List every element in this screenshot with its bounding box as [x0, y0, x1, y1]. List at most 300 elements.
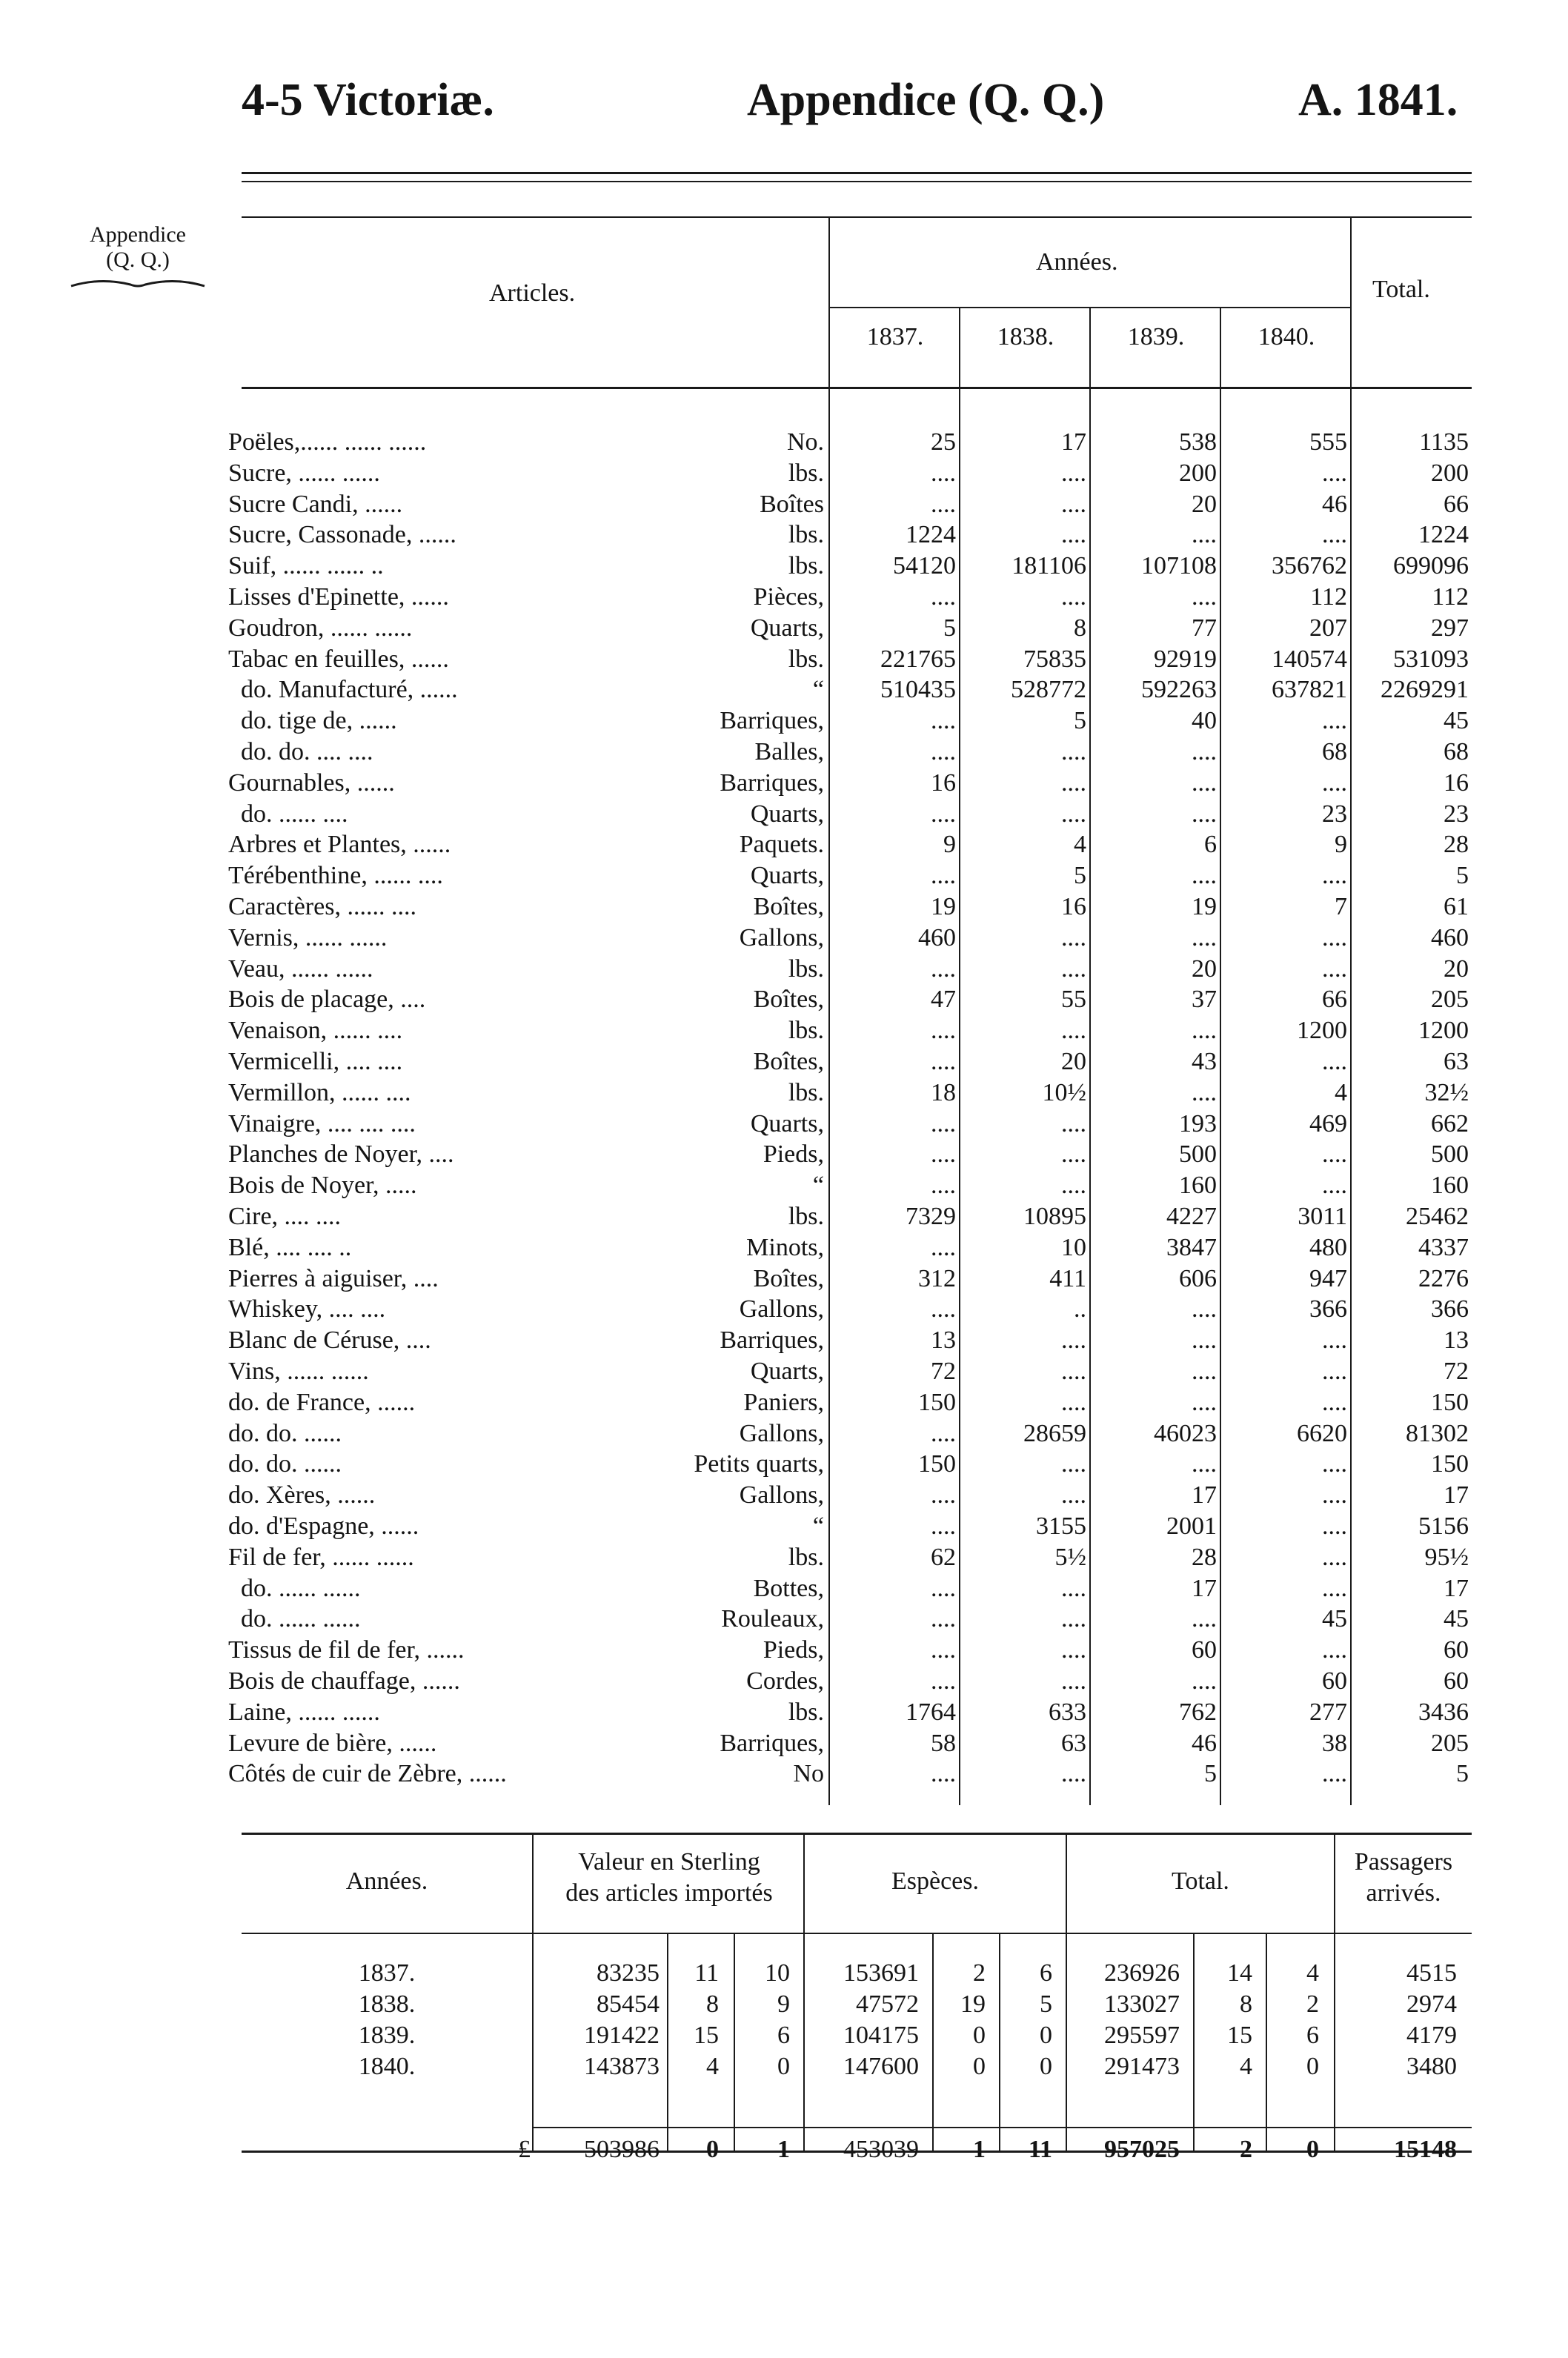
article-unit: lbs.: [788, 1203, 824, 1230]
summary-column-divider: [532, 1835, 534, 2151]
year-value: ....: [1192, 583, 1217, 611]
total-value: 150: [1431, 1388, 1469, 1416]
year-value: 538: [1179, 428, 1217, 456]
year-value: 606: [1179, 1264, 1217, 1292]
summary-val-pounds: 83235: [597, 1959, 660, 1987]
article-unit: No: [793, 1760, 824, 1788]
year-value: 6: [1204, 831, 1217, 859]
flourish-icon: [64, 274, 212, 292]
article-name: Sucre Candi, ......: [228, 490, 403, 518]
year-value: 140574: [1272, 645, 1347, 673]
total-value: 662: [1431, 1109, 1469, 1138]
total-value: 25462: [1406, 1203, 1469, 1230]
year-value: ....: [1061, 1109, 1086, 1138]
year-value: 17: [1061, 428, 1086, 456]
year-value: 500: [1179, 1140, 1217, 1169]
summary-esp-pence: 0: [1040, 2053, 1052, 2080]
summary-val-shillings: 11: [694, 1959, 719, 1987]
summary-col-total: Total.: [1172, 1867, 1229, 1895]
article-unit: lbs.: [788, 954, 824, 983]
year-value: ....: [931, 1667, 956, 1695]
article-unit: Boîtes,: [753, 986, 824, 1014]
year-value: ....: [1322, 1512, 1347, 1540]
year-value: ....: [1061, 1326, 1086, 1355]
year-value: 9: [943, 831, 956, 859]
article-unit: Quarts,: [750, 862, 824, 890]
year-value: ....: [931, 459, 956, 487]
article-name: Gournables, ......: [228, 768, 395, 797]
year-value: 60: [1192, 1636, 1217, 1664]
year-value: ....: [931, 1512, 956, 1540]
year-value: 4: [1335, 1078, 1347, 1106]
year-value: 5: [1074, 707, 1086, 735]
total-value: 20: [1444, 954, 1469, 983]
year-value: 40: [1192, 707, 1217, 735]
summary-tot-pounds: 291473: [1104, 2053, 1180, 2080]
article-name: Cire, .... ....: [228, 1203, 342, 1230]
article-name: do. do. ......: [228, 1450, 342, 1478]
year-value: ....: [1061, 459, 1086, 487]
total-val-pounds: 503986: [584, 2136, 660, 2163]
article-name: Pierres à aiguiser, ....: [228, 1264, 439, 1292]
year-value: 6620: [1297, 1419, 1347, 1447]
year-value: 480: [1309, 1233, 1347, 1261]
year-value: ....: [1192, 923, 1217, 951]
article-unit: lbs.: [788, 459, 824, 487]
total-value: 699096: [1393, 552, 1469, 580]
year-value: 637821: [1272, 676, 1347, 704]
summary-tot-pounds: 295597: [1104, 2022, 1180, 2049]
article-name: Suif, ...... ...... ..: [228, 552, 384, 580]
year-value: ....: [1061, 768, 1086, 797]
year-value: ....: [1322, 1140, 1347, 1169]
year-value: 3011: [1298, 1203, 1347, 1230]
year-value: 20: [1061, 1048, 1086, 1075]
year-value: 193: [1179, 1109, 1217, 1138]
year-value: 19: [931, 893, 956, 920]
article-unit: Boîtes,: [753, 893, 824, 920]
summary-esp-shillings: 2: [973, 1959, 986, 1987]
year-value: 200: [1179, 459, 1217, 487]
year-value: 947: [1309, 1264, 1347, 1292]
year-value: 10895: [1023, 1203, 1086, 1230]
summary-tot-pence: 4: [1306, 1959, 1319, 1987]
summary-esp-pence: 6: [1040, 1959, 1052, 1987]
article-name: do. do. .... ....: [228, 738, 373, 765]
year-value: ....: [931, 583, 956, 611]
year-value: 1200: [1297, 1017, 1347, 1045]
year-value: 28: [1192, 1543, 1217, 1571]
year-value: 17: [1192, 1481, 1217, 1510]
article-unit: Gallons,: [739, 1295, 824, 1324]
summary-year: 1839.: [358, 2022, 416, 2049]
total-value: 5: [1456, 1760, 1469, 1788]
year-value: 555: [1309, 428, 1347, 456]
summary-year: 1838.: [358, 1990, 416, 2018]
article-name: do. d'Espagne, ......: [228, 1512, 419, 1540]
year-value: 16: [1061, 893, 1086, 920]
article-unit: Boîtes,: [753, 1264, 824, 1292]
year-value: ....: [1192, 1017, 1217, 1045]
year-value: ....: [1192, 1450, 1217, 1478]
year-value: ....: [1322, 1760, 1347, 1788]
total-esp-pence: 11: [1028, 2136, 1052, 2163]
summary-val-pence: 9: [777, 1990, 790, 2018]
year-value: ....: [1322, 1574, 1347, 1602]
year-value: 28659: [1023, 1419, 1086, 1447]
summary-esp-pence: 0: [1040, 2022, 1052, 2049]
year-header: 1840.: [1258, 323, 1315, 351]
currency-symbol: £: [518, 2136, 531, 2163]
year-value: ....: [1322, 1481, 1347, 1510]
summary-esp-pence: 5: [1040, 1990, 1052, 2018]
total-value: 200: [1431, 459, 1469, 487]
year-value: ....: [931, 490, 956, 518]
year-value: 112: [1310, 583, 1347, 611]
margin-note-line1: Appendice: [90, 222, 186, 247]
year-value: 63: [1061, 1729, 1086, 1757]
year-value: ..: [1074, 1295, 1086, 1324]
article-unit: Pieds,: [763, 1636, 824, 1664]
year-value: ....: [1061, 1636, 1086, 1664]
year-value: 5½: [1054, 1543, 1086, 1571]
year-value: ....: [1192, 1326, 1217, 1355]
year-value: ....: [931, 707, 956, 735]
year-value: 45: [1322, 1605, 1347, 1633]
year-value: 4227: [1166, 1203, 1217, 1230]
summary-tot-pounds: 133027: [1104, 1990, 1180, 2018]
year-value: ....: [931, 1048, 956, 1075]
year-value: 10½: [1042, 1078, 1086, 1106]
year-value: ....: [1061, 1760, 1086, 1788]
summary-col-passagers-2: arrivés.: [1366, 1879, 1441, 1907]
year-value: 2001: [1166, 1512, 1217, 1540]
article-unit: lbs.: [788, 1698, 824, 1726]
summary-tot-pence: 6: [1306, 2022, 1319, 2049]
summary-col-annees: Années.: [345, 1867, 428, 1895]
year-value: 528772: [1011, 676, 1086, 704]
summary-sum-rule: [534, 2127, 1472, 2128]
summary-tot-pounds: 236926: [1104, 1959, 1180, 1987]
col-articles-header: Articles.: [489, 279, 576, 307]
year-header: 1837.: [866, 323, 924, 351]
article-name: Côtés de cuir de Zèbre, ......: [228, 1760, 507, 1788]
year-value: 150: [918, 1388, 956, 1416]
article-unit: lbs.: [788, 521, 824, 549]
year-value: ....: [931, 1172, 956, 1200]
year-value: ....: [931, 862, 956, 890]
year-value: ....: [1322, 707, 1347, 735]
year-value: ....: [1192, 800, 1217, 828]
summary-column-divider: [667, 1934, 668, 2151]
summary-passagers: 4515: [1406, 1959, 1457, 1987]
summary-esp-pounds: 104175: [843, 2022, 919, 2049]
article-name: Sucre, Cassonade, ......: [228, 521, 456, 549]
summary-col-valeur-2: des articles importés: [565, 1879, 773, 1907]
summary-esp-pounds: 153691: [843, 1959, 919, 1987]
column-divider: [959, 308, 960, 1805]
year-value: 633: [1049, 1698, 1086, 1726]
article-name: do. ...... ......: [228, 1605, 361, 1633]
year-value: 58: [931, 1729, 956, 1757]
total-value: 112: [1432, 583, 1469, 611]
total-value: 297: [1431, 614, 1469, 642]
article-unit: Rouleaux,: [721, 1605, 824, 1633]
total-value: 13: [1444, 1326, 1469, 1355]
year-value: 75835: [1023, 645, 1086, 673]
year-value: 469: [1309, 1109, 1347, 1138]
article-unit: lbs.: [788, 552, 824, 580]
article-unit: Gallons,: [739, 923, 824, 951]
total-value: 16: [1444, 768, 1469, 797]
year-value: 23: [1322, 800, 1347, 828]
year-value: 277: [1309, 1698, 1347, 1726]
total-value: 72: [1444, 1358, 1469, 1385]
article-name: Arbres et Plantes, ......: [228, 831, 451, 859]
year-value: 60: [1322, 1667, 1347, 1695]
year-value: 356762: [1272, 552, 1347, 580]
year-value: ....: [1061, 1450, 1086, 1478]
year-value: ....: [931, 1233, 956, 1261]
summary-esp-pounds: 147600: [843, 2053, 919, 2080]
article-name: do. Xères, ......: [228, 1481, 376, 1510]
article-name: Térébenthine, ...... ....: [228, 862, 443, 890]
year-value: 66: [1322, 986, 1347, 1014]
col-annees-header: Années.: [1036, 248, 1118, 276]
article-name: Poëles,...... ...... ......: [228, 428, 427, 456]
total-value: 205: [1431, 986, 1469, 1014]
summary-val-pence: 0: [777, 2053, 790, 2080]
year-header: 1839.: [1127, 323, 1185, 351]
year-value: ....: [1192, 768, 1217, 797]
article-name: Blé, .... .... ..: [228, 1233, 352, 1261]
total-value: 500: [1431, 1140, 1469, 1169]
article-unit: Cordes,: [746, 1667, 824, 1695]
year-value: 8: [1074, 614, 1086, 642]
summary-tot-shillings: 14: [1227, 1959, 1252, 1987]
year-value: 92919: [1154, 645, 1217, 673]
total-value: 60: [1444, 1667, 1469, 1695]
year-value: 38: [1322, 1729, 1347, 1757]
summary-val-shillings: 15: [694, 2022, 719, 2049]
total-value: 81302: [1406, 1419, 1469, 1447]
article-name: do. de France, ......: [228, 1388, 416, 1416]
year-value: ....: [1061, 1605, 1086, 1633]
total-value: 1135: [1419, 428, 1469, 456]
year-value: ....: [1192, 1358, 1217, 1385]
article-name: Sucre, ...... ......: [228, 459, 380, 487]
total-value: 28: [1444, 831, 1469, 859]
year-value: 72: [931, 1358, 956, 1385]
year-value: 9: [1335, 831, 1347, 859]
year-value: ....: [1322, 1172, 1347, 1200]
summary-passagers: 4179: [1406, 2022, 1457, 2049]
total-tot-pounds: 957025: [1104, 2136, 1180, 2163]
article-unit: lbs.: [788, 1017, 824, 1045]
year-value: ....: [1322, 1048, 1347, 1075]
summary-column-divider: [1334, 1835, 1335, 2151]
total-value: 23: [1444, 800, 1469, 828]
article-unit: Quarts,: [750, 1109, 824, 1138]
total-value: 2269291: [1381, 676, 1469, 704]
summary-column-divider: [999, 1934, 1000, 2151]
year-value: 62: [931, 1543, 956, 1571]
summary-esp-shillings: 0: [973, 2053, 986, 2080]
year-value: ....: [1061, 954, 1086, 983]
year-value: ....: [931, 1017, 956, 1045]
year-value: ....: [931, 1605, 956, 1633]
total-val-pence: 1: [777, 2136, 790, 2163]
total-value: 95½: [1424, 1543, 1469, 1571]
year-value: ....: [931, 1140, 956, 1169]
article-name: Bois de placage, ....: [228, 986, 426, 1014]
year-value: ....: [1322, 923, 1347, 951]
year-value: 46: [1322, 490, 1347, 518]
year-value: 160: [1179, 1172, 1217, 1200]
article-name: Tabac en feuilles, ......: [228, 645, 449, 673]
article-unit: Quarts,: [750, 614, 824, 642]
column-divider: [1350, 218, 1352, 1805]
year-value: 3155: [1036, 1512, 1086, 1540]
total-value: 4337: [1418, 1233, 1469, 1261]
year-value: 16: [931, 768, 956, 797]
year-value: 54120: [893, 552, 956, 580]
year-value: ....: [931, 1760, 956, 1788]
total-value: 66: [1444, 490, 1469, 518]
summary-val-pounds: 143873: [584, 2053, 660, 2080]
article-name: Planches de Noyer, ....: [228, 1140, 454, 1169]
year-value: 20: [1192, 490, 1217, 518]
column-divider: [1089, 308, 1091, 1805]
year-value: ....: [1061, 1172, 1086, 1200]
total-esp-pounds: 453039: [843, 2136, 919, 2163]
year-value: 20: [1192, 954, 1217, 983]
article-unit: Gallons,: [739, 1481, 824, 1510]
year-value: ....: [931, 1109, 956, 1138]
summary-col-passagers-1: Passagers: [1354, 1848, 1453, 1876]
year-value: ....: [1061, 1140, 1086, 1169]
column-divider: [1220, 308, 1221, 1805]
year-value: 7: [1335, 893, 1347, 920]
year-value: 46: [1192, 1729, 1217, 1757]
total-value: 32½: [1424, 1078, 1469, 1106]
article-unit: Barriques,: [720, 768, 824, 797]
year-value: 411: [1049, 1264, 1086, 1292]
summary-column-divider: [1066, 1835, 1067, 2151]
summary-year: 1840.: [358, 2053, 416, 2080]
year-value: 207: [1309, 614, 1347, 642]
year-value: ....: [1322, 459, 1347, 487]
year-value: 3847: [1166, 1233, 1217, 1261]
year-value: 366: [1309, 1295, 1347, 1324]
article-name: Whiskey, .... ....: [228, 1295, 386, 1324]
year-value: ....: [1061, 738, 1086, 765]
total-value: 61: [1444, 893, 1469, 920]
year-value: 19: [1192, 893, 1217, 920]
year-value: 5: [943, 614, 956, 642]
article-name: Vins, ...... ......: [228, 1358, 369, 1385]
year-value: ....: [1061, 800, 1086, 828]
summary-column-divider: [932, 1934, 934, 2151]
year-value: ....: [931, 1481, 956, 1510]
summary-year: 1837.: [358, 1959, 416, 1987]
year-value: 312: [918, 1264, 956, 1292]
summary-val-shillings: 8: [706, 1990, 719, 2018]
year-value: ....: [1322, 954, 1347, 983]
year-value: ....: [1061, 1388, 1086, 1416]
article-name: do. ...... ......: [228, 1574, 361, 1602]
summary-top-rule: [242, 1833, 1472, 1835]
article-name: Fil de fer, ...... ......: [228, 1543, 414, 1571]
article-name: Goudron, ...... ......: [228, 614, 413, 642]
article-unit: lbs.: [788, 1078, 824, 1106]
total-value: 5: [1456, 862, 1469, 890]
article-unit: Petits quarts,: [694, 1450, 824, 1478]
summary-tot-shillings: 15: [1227, 2022, 1252, 2049]
year-value: ....: [1061, 490, 1086, 518]
article-unit: “: [812, 1172, 824, 1200]
article-name: do. ...... ....: [228, 800, 348, 828]
total-value: 366: [1431, 1295, 1469, 1324]
article-unit: Barriques,: [720, 1326, 824, 1355]
year-value: 510435: [880, 676, 956, 704]
year-value: 762: [1179, 1698, 1217, 1726]
year-value: 221765: [880, 645, 956, 673]
article-name: Veau, ...... ......: [228, 954, 373, 983]
year-value: ....: [1322, 1358, 1347, 1385]
total-value: 150: [1431, 1450, 1469, 1478]
year-value: ....: [1192, 738, 1217, 765]
year-value: 37: [1192, 986, 1217, 1014]
total-esp-shillings: 1: [973, 2136, 986, 2163]
year-value: ....: [1192, 521, 1217, 549]
year-value: ....: [1192, 1667, 1217, 1695]
year-value: 7329: [906, 1203, 956, 1230]
total-tot-shillings: 2: [1240, 2136, 1252, 2163]
summary-column-divider: [1266, 1934, 1267, 2151]
year-value: ....: [1061, 1017, 1086, 1045]
year-value: 5: [1074, 862, 1086, 890]
margin-note-line2: (Q. Q.): [106, 248, 170, 272]
total-value: 1200: [1418, 1017, 1469, 1045]
article-unit: Paniers,: [743, 1388, 824, 1416]
year-value: ....: [1061, 1481, 1086, 1510]
summary-val-pence: 6: [777, 2022, 790, 2049]
year-value: ....: [1192, 862, 1217, 890]
header-right: A. 1841.: [1298, 75, 1458, 125]
year-value: ....: [1192, 1605, 1217, 1633]
article-name: Levure de bière, ......: [228, 1729, 437, 1757]
article-name: Vinaigre, .... .... ....: [228, 1109, 416, 1138]
year-value: 46023: [1154, 1419, 1217, 1447]
summary-col-valeur-1: Valeur en Sterling: [578, 1848, 760, 1876]
article-name: Vernis, ...... ......: [228, 923, 388, 951]
year-value: ....: [1061, 1667, 1086, 1695]
total-value: 205: [1431, 1729, 1469, 1757]
year-value: ....: [1322, 1636, 1347, 1664]
total-value: 17: [1444, 1574, 1469, 1602]
article-name: Venaison, ...... ....: [228, 1017, 403, 1045]
year-value: ....: [1061, 1358, 1086, 1385]
article-unit: Quarts,: [750, 800, 824, 828]
year-value: 5: [1204, 1760, 1217, 1788]
total-value: 63: [1444, 1048, 1469, 1075]
year-value: 150: [918, 1450, 956, 1478]
summary-val-shillings: 4: [706, 2053, 719, 2080]
year-value: ....: [1192, 1388, 1217, 1416]
article-unit: Paquets.: [739, 831, 824, 859]
total-value: 531093: [1393, 645, 1469, 673]
